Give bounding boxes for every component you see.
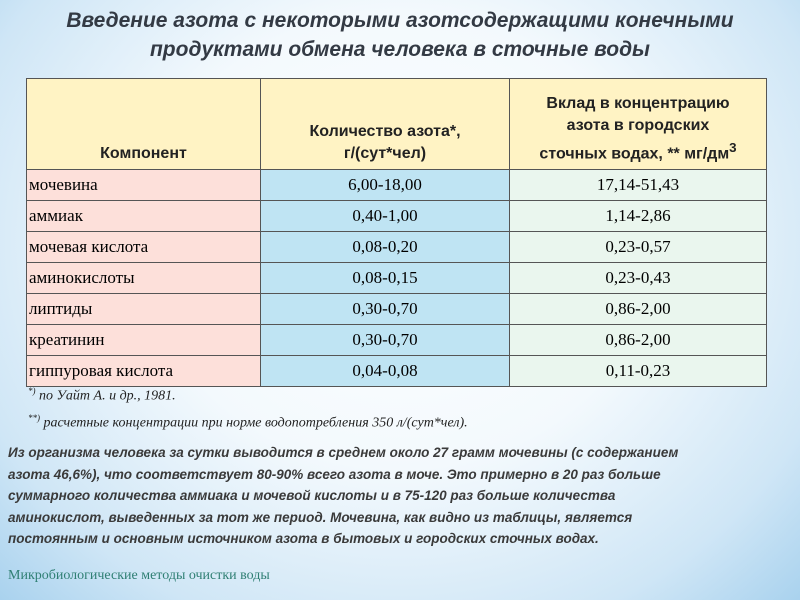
title-line-2: продуктами обмена человека в сточные воды: [149, 38, 650, 61]
cell-component: мочевина: [27, 170, 261, 201]
paragraph-line: суммарного количества аммиака и мочевой кислоты и в 75-120 раз больше количества: [8, 488, 616, 503]
cell-component: липтиды: [27, 294, 261, 325]
cell-amount: 0,08-0,15: [261, 263, 510, 294]
cell-amount: 0,40-1,00: [261, 201, 510, 232]
table-row: [27, 232, 767, 263]
cell-component: аминокислоты: [27, 263, 261, 294]
cell-contribution: 0,86-2,00: [510, 325, 767, 356]
cell-amount: 0,04-0,08: [261, 356, 510, 387]
table-row: [27, 325, 767, 356]
header-component: Компонент: [27, 79, 261, 170]
footnote-source: [28, 386, 176, 405]
footnote-source-mark: *): [28, 386, 36, 396]
footnote-calc-mark: **): [28, 413, 40, 423]
header-contribution: Вклад в концентрацию азота в городских сточных водах, ** $мг/дм^3$: [510, 79, 767, 170]
cell-component: гиппуровая кислота: [27, 356, 261, 387]
cell-amount: 0,08-0,20: [261, 232, 510, 263]
cell-component: аммиак: [27, 201, 261, 232]
cell-amount: 6,00-18,00: [261, 170, 510, 201]
paragraph-line: Из организма человека за сутки выводится в среднем около 27 грамм мочевины (с содержанием: [8, 445, 679, 460]
paragraph-line: аминокислот, выведенных за тот же период. Мочевина, как видно из таблицы, является: [8, 509, 633, 525]
slide-footer: Микробиологические методы очистки воды: [8, 568, 270, 583]
cell-contribution: 0,23-0,57: [510, 232, 767, 263]
table-header-row: [27, 79, 767, 170]
slide-title: [0, 6, 800, 64]
paragraph-line: постоянным и основным источником азота в бытовых и городских сточных водах.: [8, 531, 599, 546]
cell-component: креатинин: [27, 325, 261, 356]
explanation-paragraph: [8, 442, 783, 550]
title-line-1: Введение азота с некоторыми азотсодержащими конечными: [66, 9, 734, 32]
table-row: [27, 356, 767, 387]
footnote-calc-text: расчетные концентрации при норме водопотребления 350 л/(сут*чел).: [40, 415, 468, 431]
cell-contribution: 1,14-2,86: [510, 201, 767, 232]
footnote-source-text: по Уайт А. и др., 1981.: [35, 388, 176, 404]
nitrogen-table: [26, 78, 767, 387]
cell-amount: 0,30-0,70: [261, 294, 510, 325]
cell-amount: 0,30-0,70: [261, 325, 510, 356]
footnote-calc: [28, 413, 468, 432]
cell-contribution: 0,23-0,43: [510, 263, 767, 294]
cell-contribution: 0,11-0,23: [510, 356, 767, 387]
header-amount: Количество азота*, г/(сут*чел): [261, 79, 510, 170]
table-row: [27, 263, 767, 294]
cell-component: мочевая кислота: [27, 232, 261, 263]
cell-contribution: 17,14-51,43: [510, 170, 767, 201]
table-row: [27, 170, 767, 201]
table-row: [27, 294, 767, 325]
table-row: [27, 201, 767, 232]
paragraph-line: азота 46,6%), что соответствует 80-90% всего азота в моче. Это примерно в 20 раз больше: [8, 466, 661, 482]
cell-contribution: 0,86-2,00: [510, 294, 767, 325]
